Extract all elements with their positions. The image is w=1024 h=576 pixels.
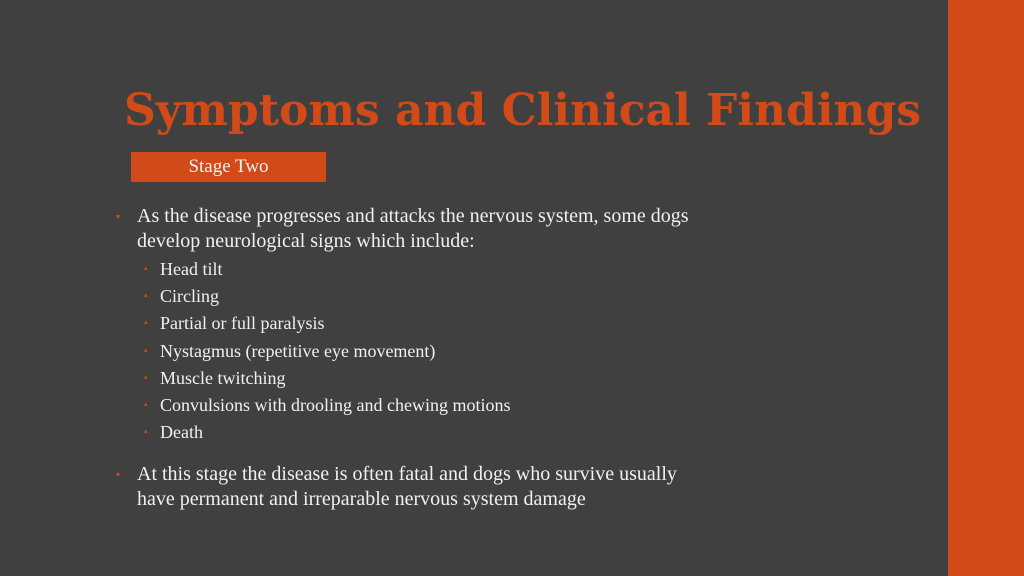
- bullet-icon: ▪: [144, 318, 148, 330]
- bullet-icon: ▪: [116, 209, 121, 223]
- bullet-icon: ▪: [116, 467, 121, 482]
- list-item: [116, 392, 836, 419]
- bullet-icon: ▪: [144, 345, 148, 357]
- list-item: [116, 256, 836, 283]
- list-item: [116, 338, 836, 365]
- list-item-text: Death: [160, 422, 203, 443]
- bullet-icon: ▪: [144, 400, 148, 412]
- bullet-icon: ▪: [144, 291, 148, 303]
- slide-content: [116, 204, 836, 512]
- list-item-text: Head tilt: [160, 259, 223, 279]
- bullet-icon: ▪: [144, 372, 148, 384]
- list-item: [116, 310, 836, 337]
- subtitle-badge: Stage Two: [131, 152, 326, 182]
- bullet-text-line: As the disease progresses and attacks the nervous system, some dogs: [137, 205, 689, 227]
- list-item: [116, 365, 836, 392]
- bullet-icon: ▪: [144, 264, 148, 275]
- bullet-point-fatal-stage: [116, 462, 836, 512]
- bullet-point-neurological: [116, 204, 836, 254]
- list-item-text: Circling: [160, 286, 219, 307]
- list-item-text: Partial or full paralysis: [160, 313, 325, 334]
- neurological-signs-list: [116, 256, 836, 446]
- list-item-text: Muscle twitching: [160, 367, 286, 388]
- list-item: [116, 283, 836, 310]
- list-item-text: Convulsions with drooling and chewing motions: [160, 395, 511, 416]
- accent-side-bar: [948, 0, 1024, 576]
- list-item-text: Nystagmus (repetitive eye movement): [160, 340, 436, 361]
- slide-title: Symptoms and Clinical Findings: [124, 85, 922, 136]
- bullet-text-line: At this stage the disease is often fatal and dogs who survive usually: [137, 463, 677, 486]
- bullet-text-line: develop neurological signs which include:: [137, 230, 475, 252]
- bullet-icon: ▪: [144, 427, 148, 439]
- bullet-text-line: have permanent and irreparable nervous system damage: [137, 488, 586, 511]
- list-item: [116, 419, 836, 446]
